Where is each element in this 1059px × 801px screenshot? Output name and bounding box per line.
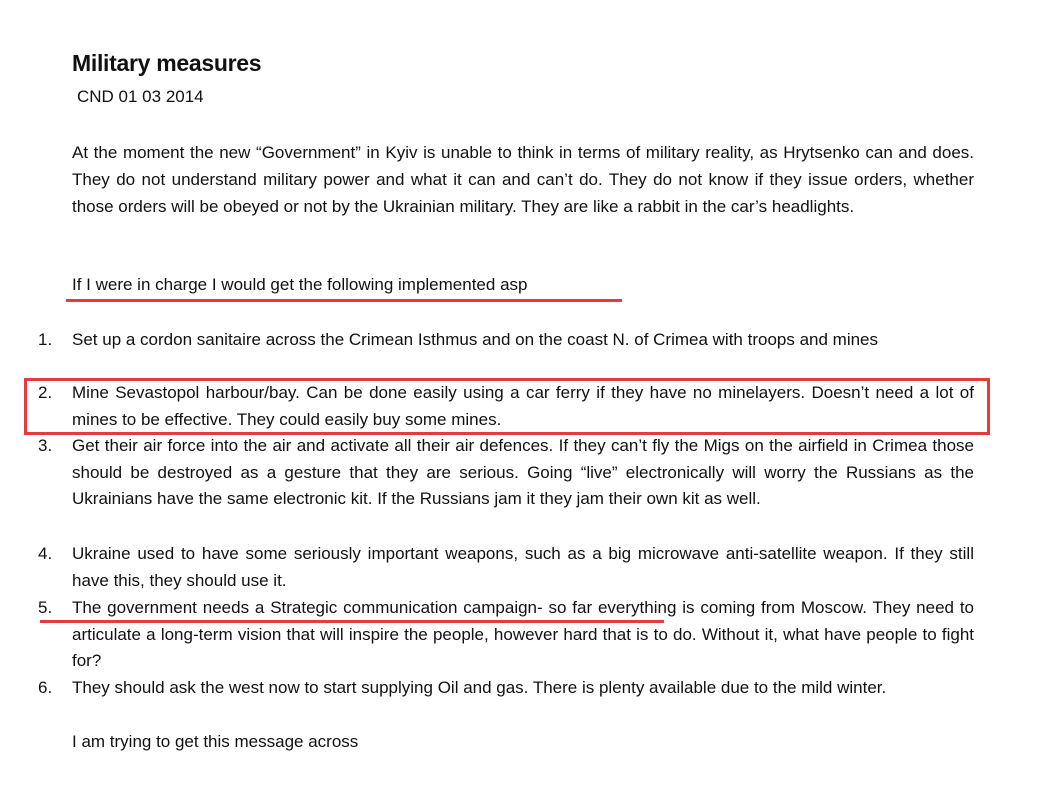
list-item-6 <box>38 675 974 702</box>
list-item-text: Mine Sevastopol harbour/bay. Can be done easily using a car ferry if they have no minelayers. Doesn’t need a lot of mines to be effective. They could easily buy some mines. <box>72 383 974 429</box>
item-5-underline-annotation <box>40 620 664 623</box>
list-item-number: 5. <box>38 598 53 617</box>
list-item-5 <box>38 595 974 675</box>
document-title: Military measures <box>72 50 262 76</box>
list-item-number: 3. <box>38 436 53 455</box>
item-2-highlight-box <box>24 378 990 435</box>
list-item-number: 6. <box>38 678 53 697</box>
closing-line: I am trying to get this message across <box>72 732 359 751</box>
list-item-4 <box>38 541 974 594</box>
list-item-number: 1. <box>38 330 53 349</box>
list-item-3 <box>38 433 974 513</box>
list-item-text: The government needs a Strategic communication campaign- so far everything is coming from Moscow. They need to articulate a long-term vision that will inspire the people, however hard that is to do. Without it, what have people to fight for? <box>72 598 974 670</box>
list-item-number: 4. <box>38 544 53 563</box>
list-item-1 <box>38 327 974 354</box>
list-item-text: Set up a cordon sanitaire across the Crimean Isthmus and on the coast N. of Crimea with troops and mines <box>72 330 879 349</box>
intro-underline-annotation <box>66 299 622 302</box>
list-intro-line: If I were in charge I would get the following implemented asp <box>72 275 528 294</box>
list-item-number: 2. <box>38 383 53 402</box>
document-subtitle: CND 01 03 2014 <box>77 87 204 106</box>
list-item-text: Get their air force into the air and activate all their air defences. If they can’t fly the Migs on the airfield in Crimea those should be destroyed as a gesture that they are serious. Going “live” electronically will worry the Russians as the Ukrainians have the same electronic kit. If the Russians jam it they jam their own kit as well. <box>72 436 974 508</box>
intro-paragraph: At the moment the new “Government” in Kyiv is unable to think in terms of military reality, as Hrytsenko can and does. They do not understand military power and what it can and can’t do. They do not know if they issue orders, whether those orders will be obeyed or not by the Ukrainian military. They are like a rabbit in the car’s headlights. <box>72 143 974 216</box>
list-item-text: Ukraine used to have some seriously important weapons, such as a big microwave anti-satellite weapon. If they still have this, they should use it. <box>72 544 974 590</box>
list-item-text: They should ask the west now to start supplying Oil and gas. There is plenty available due to the mild winter. <box>72 678 887 697</box>
